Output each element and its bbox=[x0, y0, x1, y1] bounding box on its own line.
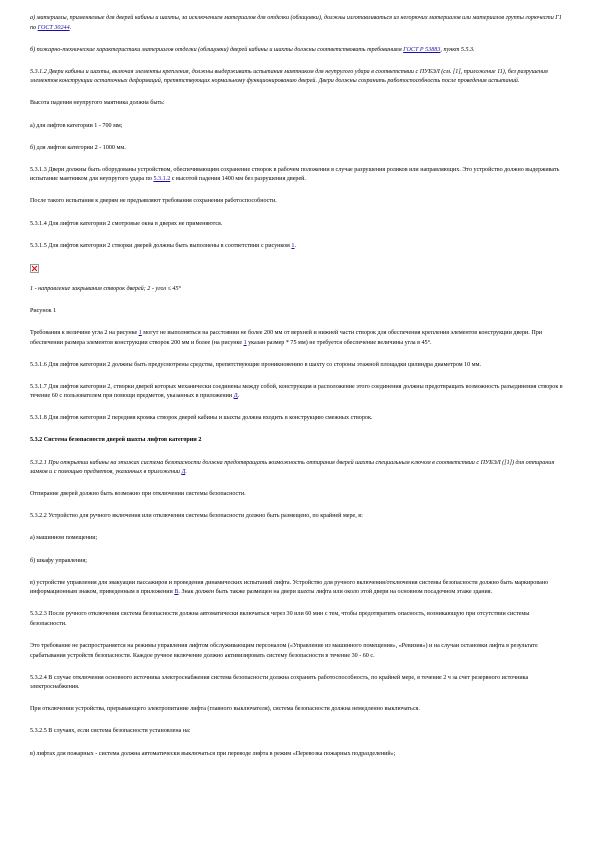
paragraph-text: 5.3.2.5 В случаях, если система безопасности установлена на: bbox=[30, 728, 191, 735]
paragraph-text: Требования к величине угла 2 на рисунке bbox=[30, 329, 139, 336]
paragraph bbox=[30, 642, 565, 661]
reference-link[interactable]: Д bbox=[181, 469, 186, 476]
paragraph bbox=[30, 436, 565, 446]
paragraph-text: могут не выполняться на расстоянии не более 200 мм от верхней и нижней части створок для обеспечения крепления элементов конструкции двери. При обеспечении размера элементов конструкции створок 200 мм и более (на рисунке bbox=[30, 329, 543, 346]
paragraph bbox=[30, 46, 565, 56]
paragraph-text: При отключении устройства, прерывающего электропитание лифта (главного выключателя), система безопасности должна немедленно выключаться. bbox=[30, 706, 420, 713]
paragraph-text: . bbox=[294, 242, 296, 249]
paragraph bbox=[30, 579, 565, 598]
paragraph bbox=[30, 68, 565, 87]
paragraph-text: После такого испытания к дверям не предъявляют требования сохранения работоспособности. bbox=[30, 198, 277, 205]
paragraph-text: б) шкафу управления; bbox=[30, 557, 87, 564]
paragraph bbox=[30, 122, 565, 132]
paragraph bbox=[30, 361, 565, 371]
paragraph-text: 5.3.2.2 Устройство для ручного включения или отключения системы безопасности должно быть размещено, по крайней мере, в: bbox=[30, 513, 363, 520]
paragraph-text: 5.3.1.5 Для лифтов категории 2 створки дверей должны быть выполнены в соответствии с рисунком bbox=[30, 242, 292, 249]
paragraph-text: Высота падения неупругого маятника должна быть: bbox=[30, 100, 165, 107]
paragraph-text: 5.3.2.1 При открытии кабины на этажах система безопасности должна предотвращать возможность отпирания дверей шахты специальным ключом в соответствии с ПУБЭЛ ([1]) для отпирания замков и с помощью предметов, указанных в приложении bbox=[30, 459, 555, 476]
paragraph-text: 5.3.2 Система безопасности дверей шахты лифтов категории 2 bbox=[30, 437, 202, 444]
paragraph bbox=[30, 285, 565, 295]
paragraph bbox=[30, 750, 565, 760]
paragraph bbox=[30, 220, 565, 230]
reference-link[interactable]: ГОСТ Р 53883 bbox=[403, 46, 441, 53]
paragraph-text: указан размер * 75 мм) не требуется обеспечение величины угла в 45°. bbox=[246, 339, 432, 346]
paragraph bbox=[30, 557, 565, 567]
paragraph-text: . Знак должен быть также размещен на двери шахты лифта или около этой двери на основном посадочном этаже здания. bbox=[178, 589, 493, 596]
paragraph-text: в) устройстве управления для эвакуации пассажиров и проведения динамических испытаний лифта. Устройство для ручного включения/отключения системы безопасности должно быть маркировано информационным знаком, приведенным в приложении bbox=[30, 579, 549, 596]
paragraph-text: в) лифтах для пожарных - система должна автоматически выключаться при переводе лифта в режим «Перевозка пожарных подразделений»; bbox=[30, 750, 396, 757]
paragraph bbox=[30, 705, 565, 715]
paragraph-text: а) машинном помещении; bbox=[30, 535, 98, 542]
paragraph-text: с высотой падения 1400 мм без разрушения дверей. bbox=[170, 176, 306, 183]
paragraph-text: Рисунок 1 bbox=[30, 307, 57, 314]
paragraph bbox=[30, 490, 565, 500]
document-page bbox=[30, 14, 565, 772]
paragraph bbox=[30, 144, 565, 154]
paragraph-text: 5.3.2.3 После ручного отключения система безопасности должна автоматически включаться через 30 или 60 мин с тем, чтобы предотвратить опасность, возникающую при отсутствии системы безопасности. bbox=[30, 611, 530, 627]
paragraph-text: б) пожарно-технические характеристики материалов отделки (облицовки) дверей кабины и шахты должны соответствовать требованиям bbox=[30, 46, 404, 53]
reference-link[interactable]: 5.3.1.2 bbox=[153, 176, 171, 183]
paragraph-text: . bbox=[69, 24, 72, 31]
paragraph bbox=[30, 383, 565, 402]
paragraph-text: . bbox=[185, 469, 187, 476]
paragraph-text: Это требование не распространяется на режимы управления лифтом обслуживающим персоналом («Управление из машинного помещения», «Ревизия») и на случаи остановки лифта в результате срабатывания устройств безопасности. Каждое ручное включение должно активизировать систему безопасности в течение 30 - 60 с. bbox=[30, 643, 538, 659]
reference-link[interactable]: ГОСТ 30244 bbox=[37, 24, 70, 31]
paragraph-text: а) материалы, применяемые для дверей кабины и шахты, за исключением материалов для отделки (облицовки), должны изготавливаться из негорючих материалов или материалов группы горючести Г1 по bbox=[30, 15, 562, 31]
paragraph bbox=[30, 512, 565, 522]
paragraph-text: 5.3.1.3 Двери должны быть оборудованы устройством, обеспечивающим сохранение створок в рабочем положении в случае разрушения роликов или направляющих. Это устройство должно выдерживать испытание маятником для неупругого удара по bbox=[30, 166, 560, 183]
broken-image-icon bbox=[30, 264, 39, 273]
paragraph-text: 5.3.1.7 Для лифтов категории 2, створки дверей которых механически соединены между собой, конструкция и расположение этого соединения должны предотвращать возможность разъединения створок в течение 60 с пользователем при помощи предметов, указанных в приложении bbox=[30, 383, 563, 400]
reference-link[interactable]: 1 bbox=[138, 329, 142, 336]
reference-link[interactable]: Д bbox=[233, 393, 238, 400]
paragraph bbox=[30, 99, 565, 109]
reference-link[interactable]: 1 bbox=[243, 339, 247, 346]
paragraph bbox=[30, 727, 565, 737]
paragraph bbox=[30, 14, 565, 33]
paragraph-text: б) для лифтов категории 2 - 1000 мм. bbox=[30, 144, 126, 151]
paragraph bbox=[30, 242, 565, 252]
paragraph-text: 5.3.1.6 Для лифтов категории 2 должны быть предусмотрены средства, препятствующие проникновению в шахту со стороны этажной площадки цилиндра диаметром 10 мм. bbox=[30, 361, 481, 368]
paragraph-text: 5.3.1.8 Для лифтов категории 2 передняя кромка створок дверей кабины и шахты должна входить в конструкцию смежных створок. bbox=[30, 415, 373, 422]
paragraph-text: 5.3.1.2 Двери кабины и шахты, включая элементы крепления, должны выдерживать испытания маятником для неупругого удара в соответствии с ПУБЭЛ (см. [1], приложение 11), без разрушения элементов конструкции остаточных деформаций, препятствующих нормальному функционированию дверей. Двери должны сохранить работоспособность после проведения испытаний. bbox=[30, 68, 548, 85]
paragraph bbox=[30, 534, 565, 544]
paragraph-text: . bbox=[237, 393, 240, 400]
paragraph bbox=[30, 197, 565, 207]
paragraph-text: а) для лифтов категории 1 - 700 мм; bbox=[30, 122, 123, 129]
paragraph-text: 5.3.2.4 В случае отключения основного источника электроснабжения система безопасности должна сохранять работоспособность, по крайней мере, в течение 2 ч за счет резервного источника электроснабжения. bbox=[30, 674, 529, 691]
paragraph-text: 1 - направление закрывания створок дверей; 2 - угол ≤ 45° bbox=[30, 285, 181, 292]
reference-link[interactable]: В bbox=[174, 589, 179, 596]
paragraph-text: Отпирание дверей должно быть возможно при отключении системы безопасности. bbox=[30, 491, 246, 498]
paragraph-text: 5.3.1.4 Для лифтов категории 2 смотровые окна в дверях не применяются. bbox=[30, 220, 223, 227]
paragraph bbox=[30, 329, 565, 348]
paragraph bbox=[30, 166, 565, 185]
paragraph bbox=[30, 610, 565, 629]
paragraph bbox=[30, 307, 565, 317]
reference-link[interactable]: 1 bbox=[291, 242, 295, 249]
paragraph bbox=[30, 459, 565, 478]
paragraph bbox=[30, 674, 565, 693]
paragraph-text: , пункт 5.5.3. bbox=[440, 46, 475, 53]
paragraph bbox=[30, 414, 565, 424]
